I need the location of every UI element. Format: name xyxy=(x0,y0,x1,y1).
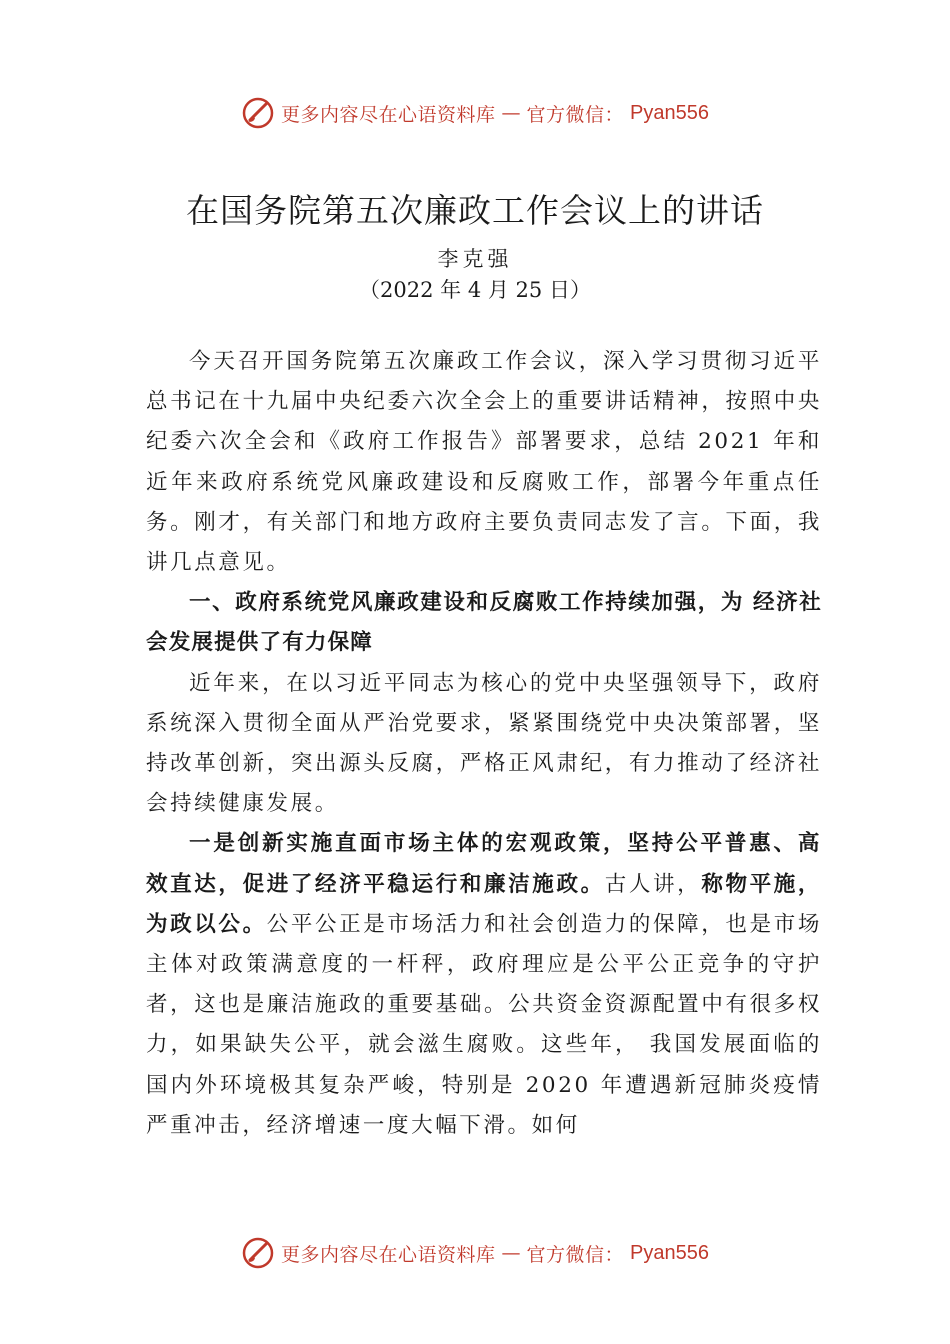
point-1-quote: 称物平施，为政以公。 xyxy=(146,871,822,937)
paragraph-intro: 今天召开国务院第五次廉政工作会议，深入学习贯彻习近平总书记在十九届中央纪委六次全会上的重要讲话精神，按照中央纪委六次全会和《政府工作报告》部署要求，总结 2021 年和近年来政府系统党风廉政建设和反腐败工作，部署今年重点任务。刚才，有关部门和地方政府主要负责同志发了言。下面，我讲几点意见。 xyxy=(146,349,822,576)
paragraph-overview: 近年来，在以习近平同志为核心的党中央坚强领导下，政府系统深入贯彻全面从严治党要求，紧紧围绕党中央决策部署，坚持改革创新，突出源头反腐，严格正风肃纪，有力推动了经济社会持续健康发展。 xyxy=(146,670,822,817)
banner-separator: — xyxy=(501,1242,521,1264)
brush-logo-icon xyxy=(241,96,275,130)
point-1-text-b: 公平公正是市场活力和社会创造力的保障，也是市场主体对政策满意度的一杆秤，政府理应是公平公正竞争的守护者，这也是廉洁施政的重要基础。公共资金资源配置中有很多权力，如果缺失公平，就会滋生腐败。这些年， 我国发展面临的国内外环境极其复杂严峻，特别是 2020 年遭遇新冠肺炎疫情严重冲击，经济增速一度大幅下滑。如何 xyxy=(146,911,822,1138)
banner-separator: — xyxy=(501,102,521,124)
banner-label: 官方微信： xyxy=(526,103,625,126)
document-title: 在国务院第五次廉政工作会议上的讲话 xyxy=(186,191,764,230)
banner-account: Pyan556 xyxy=(630,101,709,124)
banner-brand: 更多内容尽在心语资料库 xyxy=(281,1243,496,1266)
paragraph-point-1 xyxy=(146,824,822,1146)
banner-account: Pyan556 xyxy=(630,1241,709,1264)
document-body xyxy=(146,342,822,1146)
document-date: （2022 年 4 月 25 日） xyxy=(359,278,591,302)
banner-label: 官方微信： xyxy=(526,1243,625,1266)
section-heading-1: 一、政府系统党风廉政建设和反腐败工作持续加强，为 经济社会发展提供了有力保障 xyxy=(146,590,822,656)
brush-logo-icon xyxy=(241,1236,275,1270)
banner-brand: 更多内容尽在心语资料库 xyxy=(281,103,496,126)
watermark-banner-bottom xyxy=(0,1236,950,1270)
point-1-text-a: 古人讲， xyxy=(604,871,702,897)
point-1-lead: 一是创新实施直面市场主体的宏观政策，坚持公平普惠、高效直达，促进了经济平稳运行和廉洁施政。 xyxy=(146,831,822,897)
watermark-banner-top xyxy=(0,96,950,130)
document-author: 李克强 xyxy=(437,247,513,271)
